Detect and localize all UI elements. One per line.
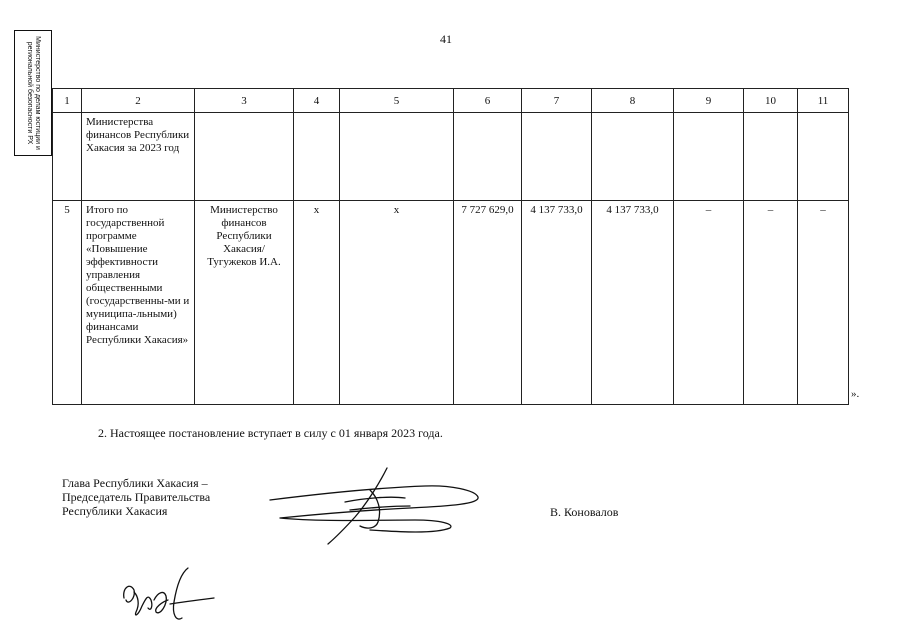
handwritten-initials — [118, 560, 218, 626]
header-cell-3: 3 — [195, 89, 294, 113]
cell-col8: 4 137 733,0 — [592, 201, 674, 405]
header-cell-6: 6 — [454, 89, 522, 113]
page-number: 41 — [440, 32, 452, 46]
resolution-paragraph: 2. Настоящее постановление вступает в силу с 01 января 2023 года. — [98, 426, 443, 440]
stamp-text: Министерство по делам юстиции и региональной безопасности РХ — [26, 36, 41, 150]
handwritten-signature — [250, 462, 490, 547]
budget-table — [52, 88, 849, 405]
signatory-name: В. Коновалов — [550, 505, 619, 519]
table-row-continuation — [53, 113, 849, 201]
signatory-title — [62, 476, 210, 518]
cell-program-name: Итого по государственной программе «Повышение эффективности управления общественными (государственны-ми и муниципа-льными) финансами Республики Хакасия» — [82, 201, 195, 405]
header-cell-7: 7 — [522, 89, 592, 113]
cell-col4: х — [294, 201, 340, 405]
header-cell-8: 8 — [592, 89, 674, 113]
cell-empty — [454, 113, 522, 201]
cell-empty — [744, 113, 798, 201]
closing-quote: ». — [851, 388, 860, 400]
header-cell-10: 10 — [744, 89, 798, 113]
cell-empty — [294, 113, 340, 201]
registration-stamp — [14, 30, 52, 156]
cell-num — [53, 113, 82, 201]
table-header-row — [53, 89, 849, 113]
cell-name: Министерства финансов Республики Хакасия за 2023 год — [82, 113, 195, 201]
header-cell-9: 9 — [674, 89, 744, 113]
cell-executor: Министерство финансов Республики Хакасия/ Тугужеков И.А. — [195, 201, 294, 405]
cell-col6: 7 727 629,0 — [454, 201, 522, 405]
cell-col7: 4 137 733,0 — [522, 201, 592, 405]
signatory-title-line: Республики Хакасия — [62, 504, 168, 518]
header-cell-4: 4 — [294, 89, 340, 113]
cell-empty — [592, 113, 674, 201]
table-row-total — [53, 201, 849, 405]
signatory-title-line: Глава Республики Хакасия – — [62, 476, 208, 490]
header-cell-1: 1 — [53, 89, 82, 113]
cell-empty — [522, 113, 592, 201]
signatory-title-line: Председатель Правительства — [62, 490, 211, 504]
cell-num: 5 — [53, 201, 82, 405]
cell-empty — [340, 113, 454, 201]
header-cell-11: 11 — [798, 89, 849, 113]
cell-empty — [674, 113, 744, 201]
cell-empty — [195, 113, 294, 201]
header-cell-5: 5 — [340, 89, 454, 113]
cell-col11: – — [798, 201, 849, 405]
header-cell-2: 2 — [82, 89, 195, 113]
cell-col9: – — [674, 201, 744, 405]
cell-col5: х — [340, 201, 454, 405]
cell-col10: – — [744, 201, 798, 405]
cell-empty — [798, 113, 849, 201]
